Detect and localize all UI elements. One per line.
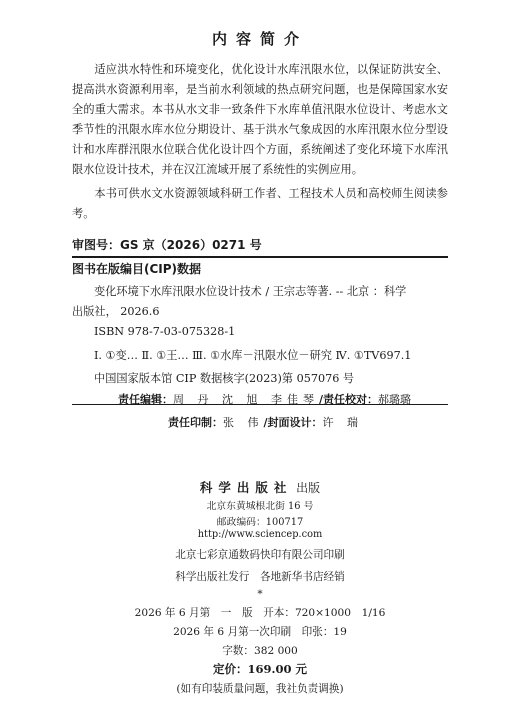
publisher-line — [0, 478, 520, 496]
divider-thin — [72, 404, 448, 405]
publisher-postcode: 邮政编码：100717 — [216, 517, 304, 528]
cip-title-line: 变化环境下水库汛限水位设计技术 / 王宗志等著. -- 北京 ：科学 — [94, 285, 407, 298]
page-title: 内容简介 — [211, 30, 308, 48]
divider-thick — [72, 256, 448, 258]
printing-info: 2026 年 6 月第一次印刷 印张：19 — [173, 626, 347, 638]
publisher-logo-text: 科学出版社 — [199, 480, 293, 495]
map-approval-number: 审图号：GS 京（2026）0271 号 — [72, 238, 262, 252]
cover-label: /封面设计： — [263, 416, 323, 429]
quality-note: (如有印装质量问题，我社负责调换) — [176, 683, 344, 695]
cip-catalog-number: 中国国家版本馆 CIP 数据核字(2023)第 057076 号 — [94, 372, 355, 385]
edition-info: 2026 年 6 月第 一 版 开本：720×1000 1/16 — [134, 607, 386, 619]
word-count: 字数：382 000 — [222, 645, 298, 657]
intro-paragraph-2 — [72, 184, 448, 224]
printing-house: 北京七彩京通数码快印有限公司印刷 — [175, 549, 345, 561]
separator-star: * — [257, 588, 263, 600]
editor-names: 周 丹 沈 旭 李佳琴 — [173, 393, 319, 406]
price: 定价：169.00 元 — [212, 662, 307, 676]
cip-isbn: ISBN 978-7-03-075328-1 — [94, 325, 236, 338]
publisher-suffix: 出版 — [296, 481, 321, 495]
intro-text-1: 适应洪水特性和环境变化，优化设计水库汛限水位，以保证防洪安全、提高洪水资源利用率，是当前水利领域的热点研究问题，也是保障国家水安全的重大需求。本书从水文非一致条件下水库单值汛限水位设计、考虑水文季节性的汛限水库水位分期设计、基于洪水气象成因的水库汛限水位分型设计和水库群汛限水位联合优化设计四个方面，系统阐述了变化环境下水库汛限水位设计技术，并在汉江流域开展了系统性的实例应用。 — [72, 63, 448, 176]
cip-title-line-2: 出版社， 2026.6 — [72, 305, 160, 318]
proofreader-name: 郝璐璐 — [378, 393, 412, 406]
cover-designer: 许 瑞 — [322, 416, 364, 429]
cip-classification: Ⅰ. ①变… Ⅱ. ①王… Ⅲ. ①水库－汛限水位－研究 Ⅳ. ①TV697.1 — [94, 349, 412, 362]
printer-label: 责任印制： — [168, 416, 223, 429]
production-credits — [168, 414, 363, 430]
printer-name: 张 伟 — [223, 416, 264, 429]
cip-heading: 图书在版编目(CIP)数据 — [72, 262, 202, 276]
distribution: 科学出版社发行 各地新华书店经销 — [175, 571, 345, 583]
intro-text-2: 本书可供水文水资源领域科研工作者、工程技术人员和高校师生阅读参考。 — [72, 187, 448, 220]
publisher-address: 北京东黄城根北街 16 号 — [206, 501, 314, 512]
intro-paragraph-1 — [72, 60, 448, 180]
proofreader-label: /责任校对： — [319, 393, 379, 406]
editor-label: 责任编辑： — [118, 393, 173, 406]
publisher-website: http://www.sciencep.com — [197, 529, 323, 540]
